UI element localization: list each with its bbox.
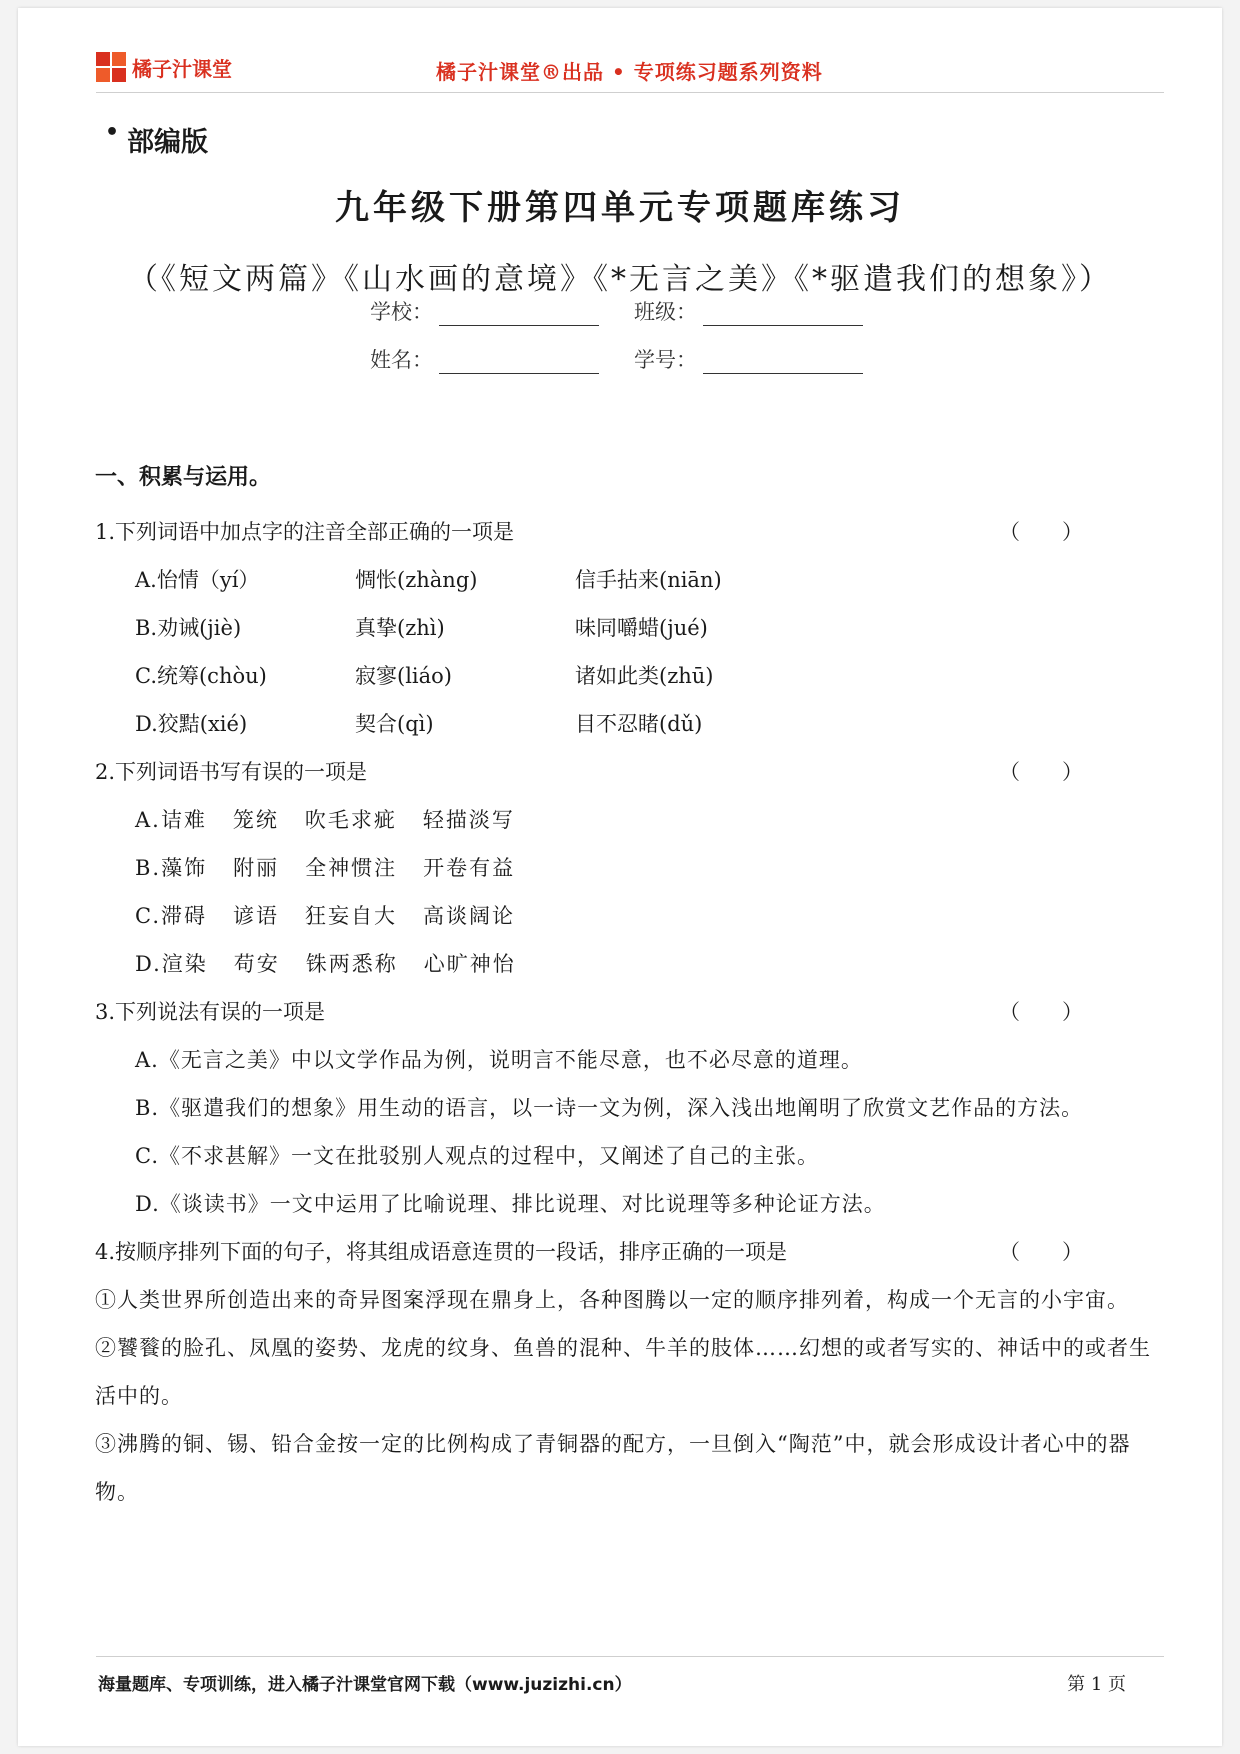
page-number: 第 1 页 xyxy=(1067,1674,1126,1695)
option-text: 全神惯注 xyxy=(305,856,398,880)
question-1-stem: 1.下列词语中加点字的注音全部正确的一项是 xyxy=(95,520,515,544)
option-text: 诸如此类(zhū) xyxy=(575,664,714,688)
document-page xyxy=(18,8,1222,1746)
option-text: 寂寥(liáo) xyxy=(355,664,452,688)
answer-paren: （） xyxy=(999,1000,1125,1024)
sentence-3: ③沸腾的铜、锡、铅合金按一定的比例构成了青铜器的配方，一旦倒入“陶范”中，就会形成设计者心中的器物。 xyxy=(95,1432,1131,1504)
brand-logo xyxy=(96,52,232,82)
question-3-stem: 3.下列说法有误的一项是 xyxy=(95,1000,326,1024)
class-blank xyxy=(703,301,863,326)
option-text: D.狡黠(xié) xyxy=(135,712,248,736)
option-text: C.滞碍 xyxy=(135,904,207,928)
option-text: 谚语 xyxy=(233,904,279,928)
option-text: A.诘难 xyxy=(135,808,207,832)
option-text: 笼统 xyxy=(232,808,279,832)
option-row xyxy=(95,940,1155,988)
option-text: 信手拈来(niān) xyxy=(575,568,722,592)
option-text: 苟安 xyxy=(233,952,280,976)
option-d: D.《谈读书》一文中运用了比喻说理、排比说理、对比说理等多种论证方法。 xyxy=(135,1192,886,1216)
option-text: 心旷神怡 xyxy=(423,952,516,976)
option-text: 真挚(zhì) xyxy=(355,616,445,640)
option-text: 目不忍睹(dǔ) xyxy=(575,712,703,736)
option-text: D.渲染 xyxy=(135,952,208,976)
option-text: 契合(qì) xyxy=(355,712,434,736)
number-blank xyxy=(703,349,863,374)
number-field xyxy=(634,344,863,374)
option-text: 狂妄自大 xyxy=(305,904,397,928)
option-row xyxy=(95,892,1155,940)
question-2 xyxy=(95,748,1155,796)
school-blank xyxy=(439,301,599,326)
document-title: 九年级下册第四单元专项题库练习 xyxy=(335,188,905,228)
document-subtitle: （《短文两篇》《山水画的意境》《*无言之美》《*驱遣我们的想象》） xyxy=(128,262,1112,297)
class-label: 班级： xyxy=(634,300,697,324)
page-header xyxy=(96,44,1164,94)
answer-paren: （） xyxy=(999,520,1125,544)
option-row xyxy=(95,796,1155,844)
option-row xyxy=(95,556,1155,604)
sentence-2: ②饕餮的脸孔、凤凰的姿势、龙虎的纹身、鱼兽的混种、牛羊的肢体……幻想的或者写实的、神话中的或者生活中的。 xyxy=(95,1336,1151,1408)
option-text: 轻描淡写 xyxy=(422,808,515,832)
number-label: 学号： xyxy=(634,348,697,372)
option-row xyxy=(95,700,1155,748)
name-field xyxy=(370,344,599,374)
header-divider xyxy=(96,92,1164,93)
option-a: A.《无言之美》中以文学作品为例，说明言不能尽意，也不必尽意的道理。 xyxy=(135,1048,863,1072)
exercise-content xyxy=(95,460,1155,1516)
option-text: A.怡情（yí） xyxy=(135,568,260,592)
option-text: 惆怅(zhàng) xyxy=(355,568,478,592)
question-4 xyxy=(95,1228,1155,1276)
sentence-1: ①人类世界所创造出来的奇异图案浮现在鼎身上，各种图腾以一定的顺序排列着，构成一个无言的小宇宙。 xyxy=(95,1288,1129,1312)
name-blank xyxy=(439,349,599,374)
footer-note: 海量题库、专项训练，进入橘子汁课堂官网下载（www.juzizhi.cn） xyxy=(98,1675,632,1695)
school-field xyxy=(370,296,599,326)
school-label: 学校： xyxy=(370,300,433,324)
answer-paren: （） xyxy=(999,1240,1125,1264)
option-text: 附丽 xyxy=(233,856,280,880)
question-3 xyxy=(95,988,1155,1036)
option-row xyxy=(95,604,1155,652)
option-text: B.藻饰 xyxy=(135,856,208,880)
edition-label: • 部编版 xyxy=(105,120,208,159)
option-row xyxy=(95,844,1155,892)
question-2-stem: 2.下列词语书写有误的一项是 xyxy=(95,760,368,784)
header-title: 橘子汁课堂®出品 • 专项练习题系列资料 xyxy=(436,60,823,84)
logo-text: 橘子汁课堂 xyxy=(132,56,232,81)
option-c: C.《不求甚解》一文在批驳别人观点的过程中，又阐述了自己的主张。 xyxy=(135,1144,819,1168)
footer-divider xyxy=(96,1656,1164,1657)
name-label: 姓名： xyxy=(370,348,433,372)
option-text: B.劝诫(jiè) xyxy=(135,616,242,640)
answer-paren: （） xyxy=(999,760,1125,784)
option-text: 高谈阔论 xyxy=(423,904,515,928)
section-heading: 一、积累与运用。 xyxy=(95,464,272,490)
option-text: C.统筹(chòu) xyxy=(135,664,267,688)
option-row xyxy=(95,652,1155,700)
option-b: B.《驱遣我们的想象》用生动的语言，以一诗一文为例，深入浅出地阐明了欣赏文艺作品的方法。 xyxy=(135,1096,1084,1120)
class-field xyxy=(634,296,863,326)
option-text: 吹毛求疵 xyxy=(304,808,397,832)
logo-icon xyxy=(96,52,126,82)
question-1 xyxy=(95,508,1155,556)
question-4-stem: 4.按顺序排列下面的句子，将其组成语意连贯的一段话，排序正确的一项是 xyxy=(95,1240,788,1264)
option-text: 味同嚼蜡(jué) xyxy=(575,616,708,640)
option-text: 开卷有益 xyxy=(423,856,516,880)
option-text: 铢两悉称 xyxy=(305,952,398,976)
